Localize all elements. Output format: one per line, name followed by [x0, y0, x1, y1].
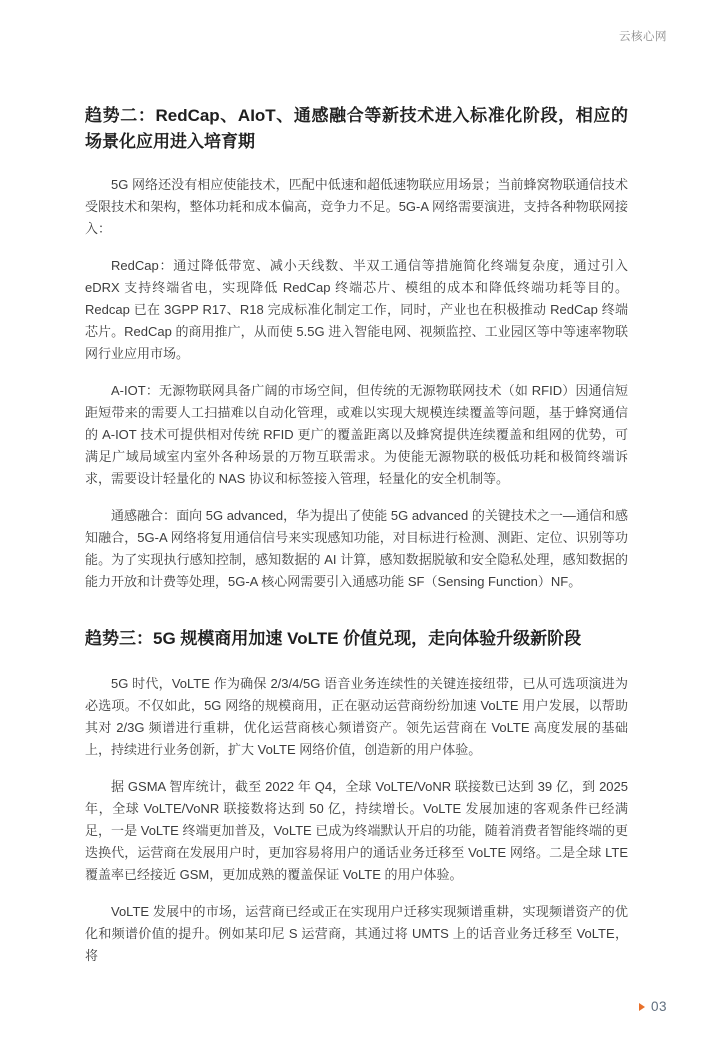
paragraph: 5G 时代，VoLTE 作为确保 2/3/4/5G 语音业务连续性的关键连接纽带，已从可选项演进为必选项。不仅如此，5G 网络的规模商用，正在驱动运营商纷纷加速 VoLTE 用户发展，以帮助其对 2/3G 频谱进行重耕，优化运营商核心频谱资产。领先运营商在 VoLTE 高度发展的基础上，持续进行业务创新，扩大 VoLTE 网络价值，创造新的用户体验。	[85, 676, 628, 757]
paragraph: RedCap：通过降低带宽、减小天线数、半双工通信等措施简化终端复杂度，通过引入 eDRX 支持终端省电，实现降低 RedCap 终端芯片、模组的成本和降低终端功耗等目的。Redcap 已在 3GPP R17、R18 完成标准化制定工作，同时，产业也在积极推动 RedCap 终端芯片。RedCap 的商用推广，从而使 5.5G 进入智能电网、视频监控、工业园区等中等速率物联网行业应用市场。	[85, 258, 628, 361]
paragraph: 通感融合：面向 5G advanced，华为提出了使能 5G advanced 的关键技术之一—通信和感知融合，5G-A 网络将复用通信信号来实现感知功能，对目标进行检测、测距、定位、识别等功能。为了实现执行感知控制，感知数据的 AI 计算，感知数据脱敏和安全隐私处理，感知数据的能力开放和计费等处理，5G-A 核心网需要引入通感功能 SF（Sensing Function）NF。	[85, 508, 628, 589]
paragraph: VoLTE 发展中的市场，运营商已经或正在实现用户迁移实现频谱重耕，实现频谱资产的优化和频谱价值的提升。例如某印尼 S 运营商，其通过将 UMTS 上的话音业务迁移至 VoLTE，将	[85, 904, 628, 963]
section-heading-trend-2: 趋势二：RedCap、AIoT、通感融合等新技术进入标准化阶段，相应的场景化应用进入培育期	[85, 106, 628, 151]
paragraph: 据 GSMA 智库统计，截至 2022 年 Q4，全球 VoLTE/VoNR 联接数已达到 39 亿，到 2025 年，全球 VoLTE/VoNR 联接数将达到 50 亿，持续增长。VoLTE 发展加速的客观条件已经满足，一是 VoLTE 终端更加普及，VoLTE 已成为终端默认开启的功能，随着消费者智能终端的更迭换代，运营商在发展用户时，更加容易将用户的通话业务迁移至 VoLTE 网络。二是全球 LTE 覆盖率已经接近 GSM，更加成熟的覆盖保证 VoLTE 的用户体验。	[85, 779, 628, 882]
paragraph: 5G 网络还没有相应使能技术，匹配中低速和超低速物联应用场景；当前蜂窝物联通信技术受限技术和架构，整体功耗和成本偏高，竞争力不足。5G-A 网络需要演进，支持各种物联网接入：	[85, 177, 628, 236]
section-heading-trend-3: 趋势三：5G 规模商用加速 VoLTE 价值兑现，走向体验升级新阶段	[85, 629, 582, 648]
page-footer	[639, 999, 667, 1014]
paragraph: A-IOT：无源物联网具备广阔的市场空间，但传统的无源物联网技术（如 RFID）因通信短距短带来的需要人工扫描难以自动化管理，或难以实现大规模连续覆盖等问题，基于蜂窝通信的 A-IOT 技术可提供相对传统 RFID 更广的覆盖距离以及蜂窝提供连续覆盖和组网的优势，可满足广域局域室内室外各种场景的万物互联需求。为使能无源物联的极低功耗和极简终端诉求，需要设计轻量化的 NAS 协议和标签接入管理，轻量化的安全机制等。	[85, 383, 628, 486]
document-content	[85, 103, 628, 982]
page-arrow-icon	[639, 1003, 645, 1011]
page-number: 03	[650, 999, 667, 1014]
header-brand-label: 云核心网	[619, 31, 667, 43]
